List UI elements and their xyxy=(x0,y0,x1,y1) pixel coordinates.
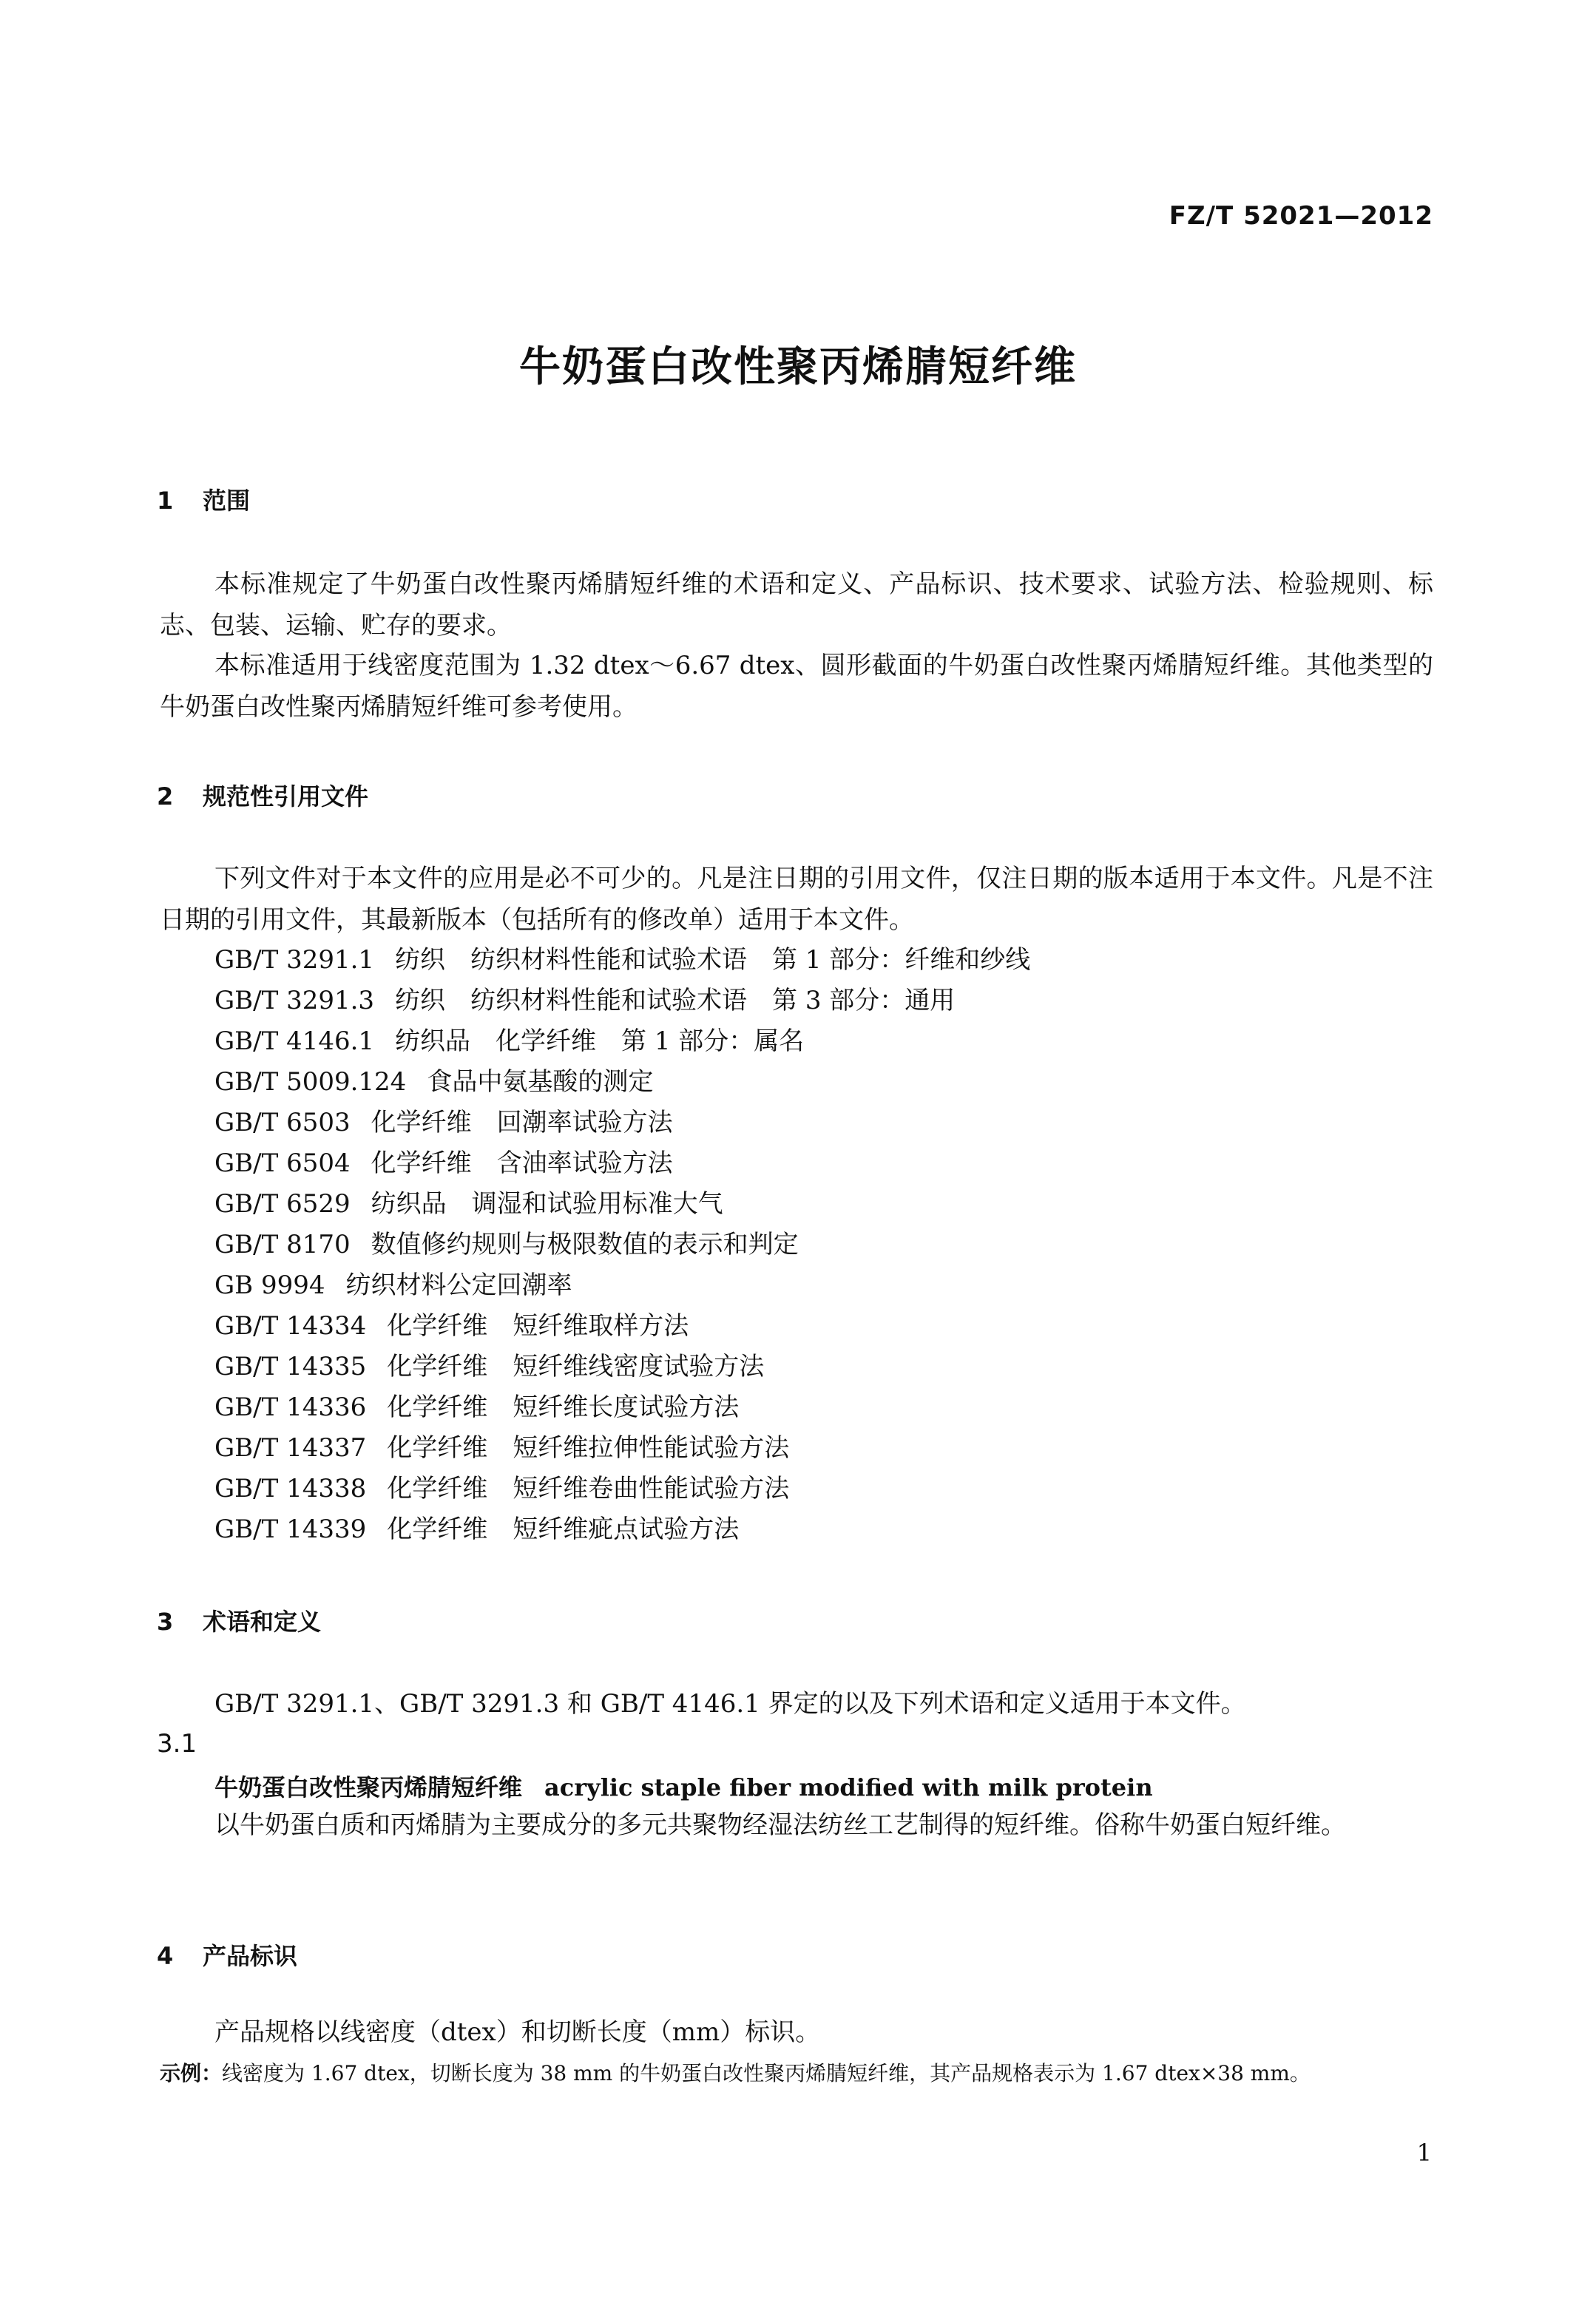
reference-part: 纺织品 xyxy=(395,1026,471,1056)
reference-code: GB/T 6529 xyxy=(214,1189,351,1219)
reference-code: GB/T 8170 xyxy=(214,1230,351,1259)
reference-item xyxy=(214,1230,824,1259)
reference-part: 化学纤维 xyxy=(371,1148,472,1178)
reference-part: 纺织 xyxy=(395,986,446,1015)
reference-code: GB/T 3291.1 xyxy=(214,945,375,975)
marking-example xyxy=(160,2056,1433,2091)
reference-part: 数值修约规则与极限数值的表示和判定 xyxy=(371,1230,799,1259)
reference-title: 纺织材料性能和试验术语 第 1 部分：纤维和纱线 xyxy=(470,945,1031,975)
reference-item xyxy=(214,1393,739,1422)
reference-item xyxy=(214,945,1030,975)
reference-item xyxy=(214,1474,789,1503)
reference-title: 纺织材料性能和试验术语 第 3 部分：通用 xyxy=(470,986,956,1015)
reference-part: 纺织 xyxy=(395,945,446,975)
section-number: 1 xyxy=(157,487,174,515)
section-number: 2 xyxy=(157,782,174,811)
scope-paragraph-1: 本标准规定了牛奶蛋白改性聚丙烯腈短纤维的术语和定义、产品标识、技术要求、试验方法、检验规则、标志、包装、运输、贮存的要求。 xyxy=(160,569,1433,640)
reference-title: 短纤维取样方法 xyxy=(513,1311,689,1341)
reference-part: 化学纤维 xyxy=(387,1474,488,1503)
reference-item xyxy=(214,1352,764,1381)
reference-code: GB/T 6503 xyxy=(214,1108,351,1137)
reference-code: GB/T 4146.1 xyxy=(214,1026,375,1056)
reference-item xyxy=(214,1026,804,1056)
section-title: 产品标识 xyxy=(203,1942,298,1970)
reference-title: 含油率试验方法 xyxy=(496,1148,673,1178)
reference-part: 化学纤维 xyxy=(387,1393,488,1422)
term-entry xyxy=(214,1769,1153,1803)
section-number: 3 xyxy=(157,1608,174,1636)
section-title: 范围 xyxy=(203,487,251,515)
reference-title: 短纤维拉伸性能试验方法 xyxy=(513,1433,790,1463)
term-chinese: 牛奶蛋白改性聚丙烯腈短纤维 xyxy=(214,1773,523,1801)
reference-code: GB/T 14334 xyxy=(214,1311,367,1341)
reference-item xyxy=(214,1515,739,1544)
terms-intro: GB/T 3291.1、GB/T 3291.3 和 GB/T 4146.1 界定的以及下列术语和定义适用于本文件。 xyxy=(214,1689,1246,1719)
reference-item xyxy=(214,1108,673,1137)
reference-code: GB/T 14335 xyxy=(214,1352,367,1381)
reference-item xyxy=(214,1148,673,1178)
reference-title: 调湿和试验用标准大气 xyxy=(471,1189,723,1219)
example-text: 线密度为 1.67 dtex，切断长度为 38 mm 的牛奶蛋白改性聚丙烯腈短纤维，其产品规格表示为 1.67 dtex×38 mm。 xyxy=(222,2061,1311,2085)
marking-paragraph: 产品规格以线密度（dtex）和切断长度（mm）标识。 xyxy=(214,2017,821,2047)
normative-intro: 下列文件对于本文件的应用是必不可少的。凡是注日期的引用文件，仅注日期的版本适用于本文件。凡是不注日期的引用文件，其最新版本（包括所有的修改单）适用于本文件。 xyxy=(160,864,1433,935)
reference-item xyxy=(214,1433,789,1463)
reference-code: GB/T 5009.124 xyxy=(214,1067,407,1097)
term-number: 3.1 xyxy=(157,1729,197,1759)
reference-title: 短纤维疵点试验方法 xyxy=(513,1515,740,1544)
reference-part: 化学纤维 xyxy=(387,1352,488,1381)
reference-item xyxy=(214,1067,678,1097)
reference-code: GB/T 14337 xyxy=(214,1433,367,1463)
reference-title: 短纤维长度试验方法 xyxy=(513,1393,740,1422)
page-number: 1 xyxy=(1416,2139,1432,2167)
reference-title: 短纤维卷曲性能试验方法 xyxy=(513,1474,790,1503)
scope-paragraph-2: 本标准适用于线密度范围为 1.32 dtex～6.67 dtex、圆形截面的牛奶蛋白改性聚丙烯腈短纤维。其他类型的牛奶蛋白改性聚丙烯腈短纤维可参考使用。 xyxy=(160,651,1433,722)
reference-code: GB/T 3291.3 xyxy=(214,986,375,1015)
reference-part: 食品中氨基酸的测定 xyxy=(427,1067,654,1097)
reference-item xyxy=(214,1270,597,1300)
standard-number: FZ/T 52021—2012 xyxy=(1169,201,1433,231)
reference-part: 化学纤维 xyxy=(387,1311,488,1341)
reference-title: 化学纤维 第 1 部分：属名 xyxy=(496,1026,805,1056)
section-number: 4 xyxy=(157,1942,174,1970)
reference-title: 短纤维线密度试验方法 xyxy=(513,1352,765,1381)
reference-part: 纺织材料公定回潮率 xyxy=(345,1270,572,1300)
section-2-heading xyxy=(157,778,368,812)
reference-code: GB/T 14338 xyxy=(214,1474,367,1503)
section-4-heading xyxy=(157,1938,297,1972)
reference-part: 纺织品 xyxy=(371,1189,447,1219)
reference-part: 化学纤维 xyxy=(387,1515,488,1544)
reference-item xyxy=(214,1311,689,1341)
section-1-heading xyxy=(157,482,250,516)
term-english: acrylic staple fiber modified with milk protein xyxy=(544,1773,1153,1801)
reference-code: GB/T 14336 xyxy=(214,1393,367,1422)
section-title: 规范性引用文件 xyxy=(203,782,369,811)
reference-item xyxy=(214,1189,723,1219)
reference-code: GB 9994 xyxy=(214,1270,325,1300)
document-title: 牛奶蛋白改性聚丙烯腈短纤维 xyxy=(519,343,1077,391)
reference-title: 回潮率试验方法 xyxy=(496,1108,673,1137)
reference-code: GB/T 6504 xyxy=(214,1148,351,1178)
reference-code: GB/T 14339 xyxy=(214,1515,367,1544)
reference-part: 化学纤维 xyxy=(371,1108,472,1137)
example-label: 示例： xyxy=(160,2061,223,2085)
reference-part: 化学纤维 xyxy=(387,1433,488,1463)
reference-item xyxy=(214,986,955,1015)
section-title: 术语和定义 xyxy=(203,1608,322,1636)
section-3-heading xyxy=(157,1603,321,1637)
term-definition: 以牛奶蛋白质和丙烯腈为主要成分的多元共聚物经湿法纺丝工艺制得的短纤维。俗称牛奶蛋白短纤维。 xyxy=(214,1810,1346,1840)
